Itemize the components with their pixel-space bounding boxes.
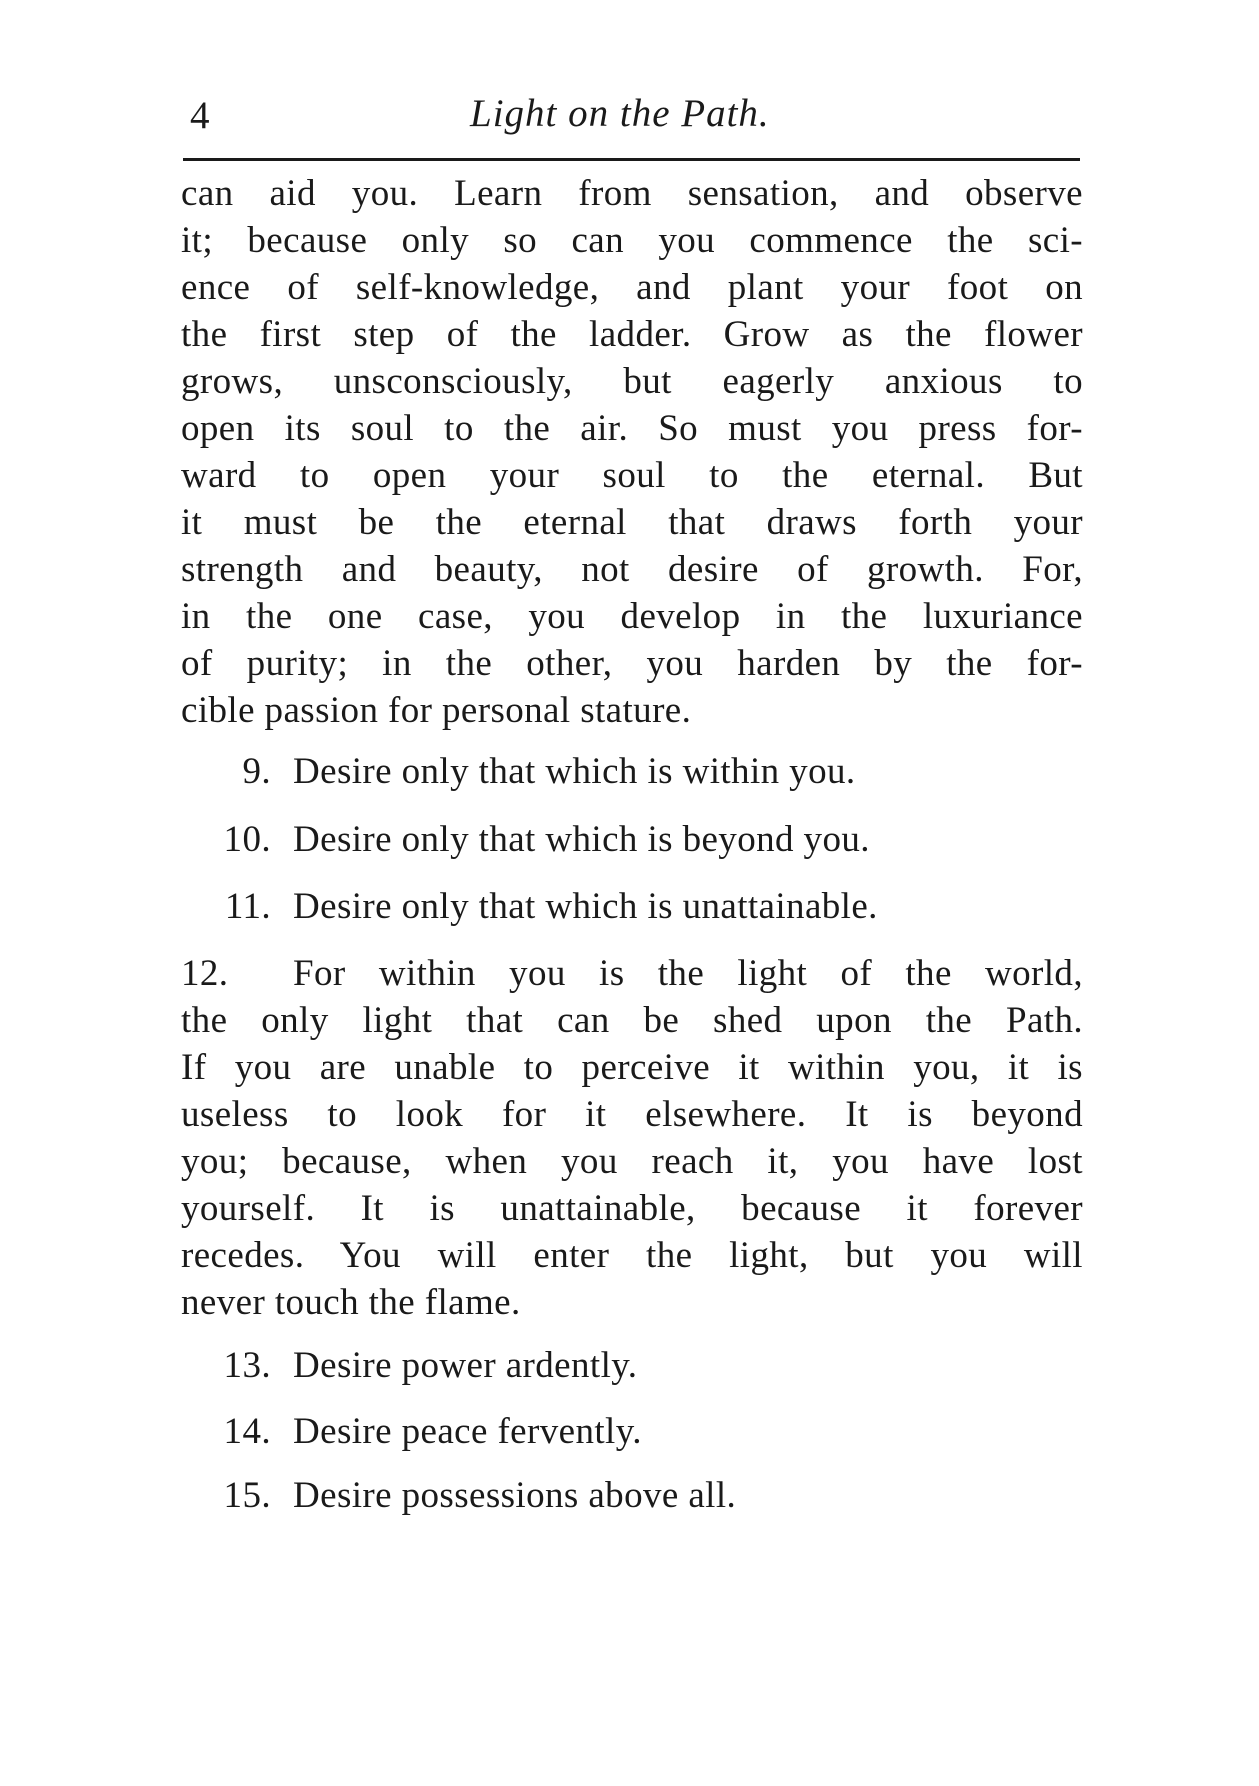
rule-number: 11. [224, 886, 271, 927]
text-line: If you are unable to perceive it within you, it is [181, 1047, 1083, 1088]
running-title: Light on the Path. [470, 92, 770, 135]
rule-item [181, 883, 1083, 931]
text-line: cible passion for personal stature. [181, 690, 692, 731]
text-line: you; because, when you reach it, you have lost [181, 1141, 1083, 1182]
text-line: ence of self-knowledge, and plant your foot on [181, 267, 1083, 308]
page-number: 4 [190, 94, 210, 137]
rule-item [181, 1408, 1083, 1456]
rule-number: 15. [223, 1475, 271, 1516]
text-line: ward to open your soul to the eternal. But [181, 455, 1083, 496]
text-line: yourself. It is unattainable, because it forever [181, 1188, 1083, 1229]
rule-item [181, 1472, 1083, 1520]
rule-item [181, 816, 1083, 864]
page-header [183, 88, 1080, 152]
rule-number: 13. [223, 1345, 271, 1386]
text-line: open its soul to the air. So must you press for- [181, 408, 1083, 449]
rule-number: 10. [223, 819, 271, 860]
text-line: useless to look for it elsewhere. It is beyond [181, 1094, 1083, 1135]
rule-text: Desire only that which is unattainable. [293, 886, 878, 927]
text-line: of purity; in the other, you harden by the for- [181, 643, 1083, 684]
rule-number: 12. [181, 953, 229, 994]
rule-text: Desire possessions above all. [293, 1475, 737, 1516]
rule-12-first-line [181, 950, 1083, 998]
rule-number: 9. [242, 751, 271, 792]
rule-text: Desire peace fervently. [293, 1411, 642, 1452]
rule-text: Desire only that which is beyond you. [293, 819, 870, 860]
rule-number: 14. [223, 1411, 271, 1452]
text-line: it; because only so can you commence the sci- [181, 220, 1083, 261]
text-line: recedes. You will enter the light, but you will [181, 1235, 1083, 1276]
text-line: grows, unsconsciously, but eagerly anxious to [181, 361, 1083, 402]
text-line: can aid you. Learn from sensation, and observe [181, 173, 1083, 214]
rule-text: Desire only that which is within you. [293, 751, 856, 792]
rule-item [181, 748, 1083, 796]
text-line: the first step of the ladder. Grow as the flower [181, 314, 1083, 355]
text-line: strength and beauty, not desire of growth. For, [181, 549, 1083, 590]
rule-text: For within you is the light of the world, [293, 953, 1083, 994]
text-line: in the one case, you develop in the luxuriance [181, 596, 1083, 637]
text-line: the only light that can be shed upon the Path. [181, 1000, 1083, 1041]
header-rule [183, 158, 1080, 161]
rule-item [181, 1342, 1083, 1390]
text-line: never touch the flame. [181, 1282, 521, 1323]
rule-text: Desire power ardently. [293, 1345, 638, 1386]
text-line: it must be the eternal that draws forth your [181, 502, 1083, 543]
